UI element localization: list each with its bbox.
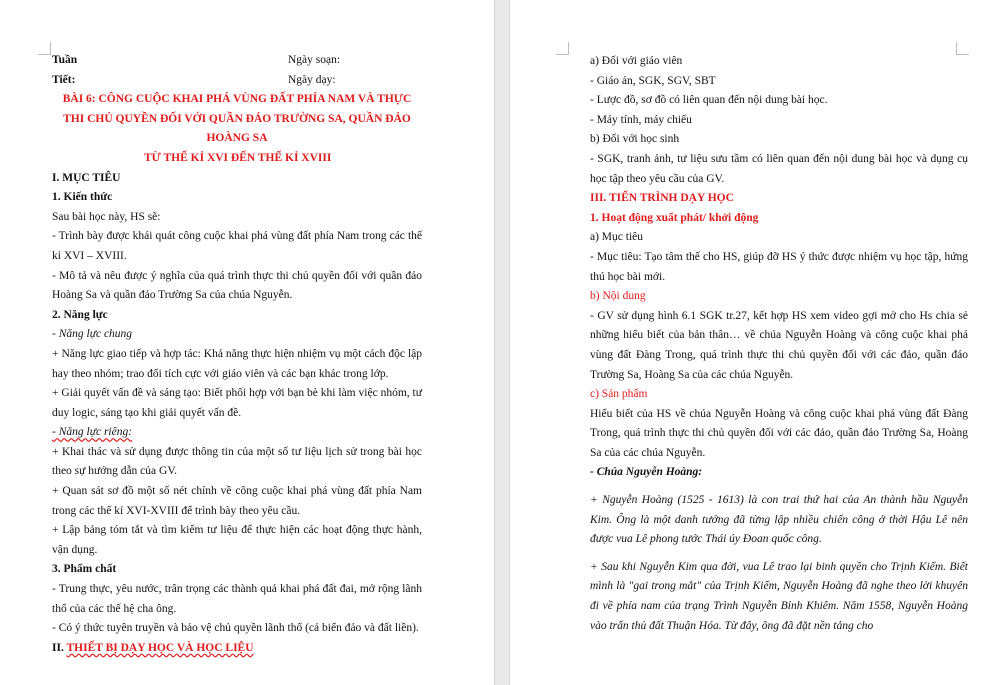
italic-paragraph: + Sau khi Nguyễn Kim qua đời, vua Lê trao lại binh quyền cho Trịnh Kiểm. Biết mình là "gai trong mắt" của Trịnh Kiểm, Nguyễn Hoàng đã nghe theo lời khuyên đi về phía nam của trạng Trình Nguyễn Bỉnh Khiêm. Năm 1558, Nguyễn Hoàng vào trấn thủ đất Thuận Hóa. Từ đây, ông đã đặt nền tảng cho — [590, 560, 968, 632]
week-label: Tuần — [52, 54, 78, 66]
section-title-equipment: THIẾT BỊ DẠY HỌC VÀ HỌC LIỆU — [66, 641, 254, 654]
period-label: Tiết: — [52, 73, 76, 86]
header-row-period — [52, 71, 422, 91]
paragraph: - Trung thực, yêu nước, trân trọng các thành quả khai phá đất đai, mở rộng lãnh thổ của các thế hệ cha ông. — [52, 583, 422, 615]
subheading-specific-competence — [52, 423, 422, 443]
subheading-qualities: 3. Phẩm chất — [52, 563, 117, 576]
margin-corner-mark — [556, 42, 569, 55]
paragraph: Sau bài học này, HS sẽ: — [52, 210, 161, 223]
lesson-title-line-1: BÀI 6: CÔNG CUỘC KHAI PHÁ VÙNG ĐẤT PHÍA NAM VÀ THỰC — [62, 93, 412, 106]
subheading-lord-nguyen-hoang — [590, 463, 968, 483]
lesson-title-line-2: THI CHỦ QUYỀN ĐỐI VỚI QUẦN ĐẢO TRƯỜNG SA, QUẦN ĐẢO — [63, 112, 411, 125]
paragraph: + Năng lực giao tiếp và hợp tác: Khả năng thực hiện nhiệm vụ một cách độc lập hay theo nhóm; trao đổi tích cực với giáo viên và các bạn khác trong lớp. — [52, 347, 422, 380]
subheading-activity-1: 1. Hoạt động xuất phát/ khởi động — [590, 211, 759, 224]
subheading-product: c) Sản phẩm — [590, 388, 648, 401]
paragraph: a) Đối với giáo viên — [590, 55, 683, 67]
document-page-right — [510, 0, 999, 685]
teach-date-label: Ngày dạy: — [288, 73, 336, 86]
page-left-content — [52, 51, 422, 658]
lord-heading-text: - Chúa Nguyễn Hoàng: — [590, 466, 703, 479]
section-heading-objectives: I. MỤC TIÊU — [52, 171, 121, 184]
paragraph: - Giáo án, SGK, SGV, SBT — [590, 74, 716, 87]
italic-paragraph: + Nguyễn Hoàng (1525 - 1613) là con trai thứ hai của An thành hầu Nguyễn Kim. Ông là một danh tướng đã từng lập nhiều chiến công ở thời Hậu Lê nên được vua Lê phong tước Thái úy Đoan quốc công. — [590, 494, 968, 546]
document-page-left — [0, 0, 494, 685]
paragraph: + Lập bảng tóm tắt và tìm kiếm tư liệu để thực hiện các hoạt động thực hành, vận dụng. — [52, 524, 422, 556]
paragraph: Hiểu biết của HS về chúa Nguyễn Hoàng và công cuộc khai phá vùng đất Đàng Trong, quá trình thực thi chủ quyền đối với các đảo, quần đảo Trường Sa, Hoàng Sa của các chúa Nguyễn. — [590, 407, 968, 459]
lesson-title-line-3: HOÀNG SA — [206, 132, 268, 145]
paragraph: - GV sử dụng hình 6.1 SGK tr.27, kết hợp HS xem video gợi mở cho Hs chia sẻ những hiểu biết của bản thân… về chúa Nguyễn Hoàng và công cuộc khai phá vùng đất Đàng Trong, quá trình thực thi chủ quyền đối với các đảo, quần đảo Trường Sa, Hoàng Sa của các chúa Nguyễn. — [590, 309, 968, 381]
paragraph: + Quan sát sơ đồ một số nét chính về công cuộc khai phá vùng đất phía Nam trong các thế kỉ XVI-XVIII để trình bày theo yêu cầu. — [52, 485, 422, 517]
page-right-content — [590, 52, 968, 636]
header-row-week — [52, 51, 422, 71]
margin-corner-mark — [38, 42, 51, 55]
subheading-knowledge: 1. Kiến thức — [52, 191, 113, 204]
section-heading-process: III. TIẾN TRÌNH DẠY HỌC — [590, 192, 734, 205]
paragraph: - SGK, tranh ảnh, tư liệu sưu tầm có liên quan đến nội dung bài học và dụng cụ học tập theo yêu cầu của GV. — [590, 152, 968, 185]
paragraph: - Lược đồ, sơ đồ có liên quan đến nội dung bài học. — [590, 94, 828, 107]
lesson-title-line-4: TỪ THẾ KỈ XVI ĐẾN THẾ KỈ XVIII — [144, 151, 332, 164]
subheading-competence: 2. Năng lực — [52, 308, 108, 321]
paragraph: b) Đối với học sinh — [590, 133, 680, 146]
paragraph: - Mô tả và nêu được ý nghĩa của quá trình thực thi chủ quyền đối với quần đảo Hoàng Sa và quần đảo Trường Sa của chúa Nguyễn. — [52, 269, 422, 302]
paragraph: + Giải quyết vấn đề và sáng tạo: Biết phối hợp với bạn bè khi làm việc nhóm, tư duy logic, sáng tạo khi giải quyết vấn đề. — [52, 387, 422, 419]
subheading-general-competence: - Năng lực chung — [52, 328, 133, 341]
paragraph: - Máy tính, máy chiếu — [590, 113, 692, 126]
section-heading-equipment — [52, 639, 422, 659]
section-number: II. — [52, 641, 64, 654]
paragraph: + Khai thác và sử dụng được thông tin của một số tư liệu lịch sử trong bài học theo sự hướng dẫn của GV. — [52, 445, 422, 478]
paragraph: - Mục tiêu: Tạo tâm thế cho HS, giúp đỡ HS ý thức được nhiệm vụ học tập, hứng thú học bài mới. — [590, 250, 968, 283]
subheading-content: b) Nội dung — [590, 290, 646, 303]
paragraph: a) Mục tiêu — [590, 231, 644, 244]
paragraph: - Có ý thức tuyên truyền và bảo vệ chủ quyền lãnh thổ (cả biển đảo và đất liền). — [52, 622, 419, 635]
specific-competence-text: - Năng lực riêng: — [52, 426, 133, 439]
paragraph: - Trình bày được khái quát công cuộc khai phá vùng đất phía Nam trong các thế kỉ XVI – XVIII. — [52, 230, 422, 262]
prep-date-label: Ngày soạn: — [288, 54, 341, 66]
